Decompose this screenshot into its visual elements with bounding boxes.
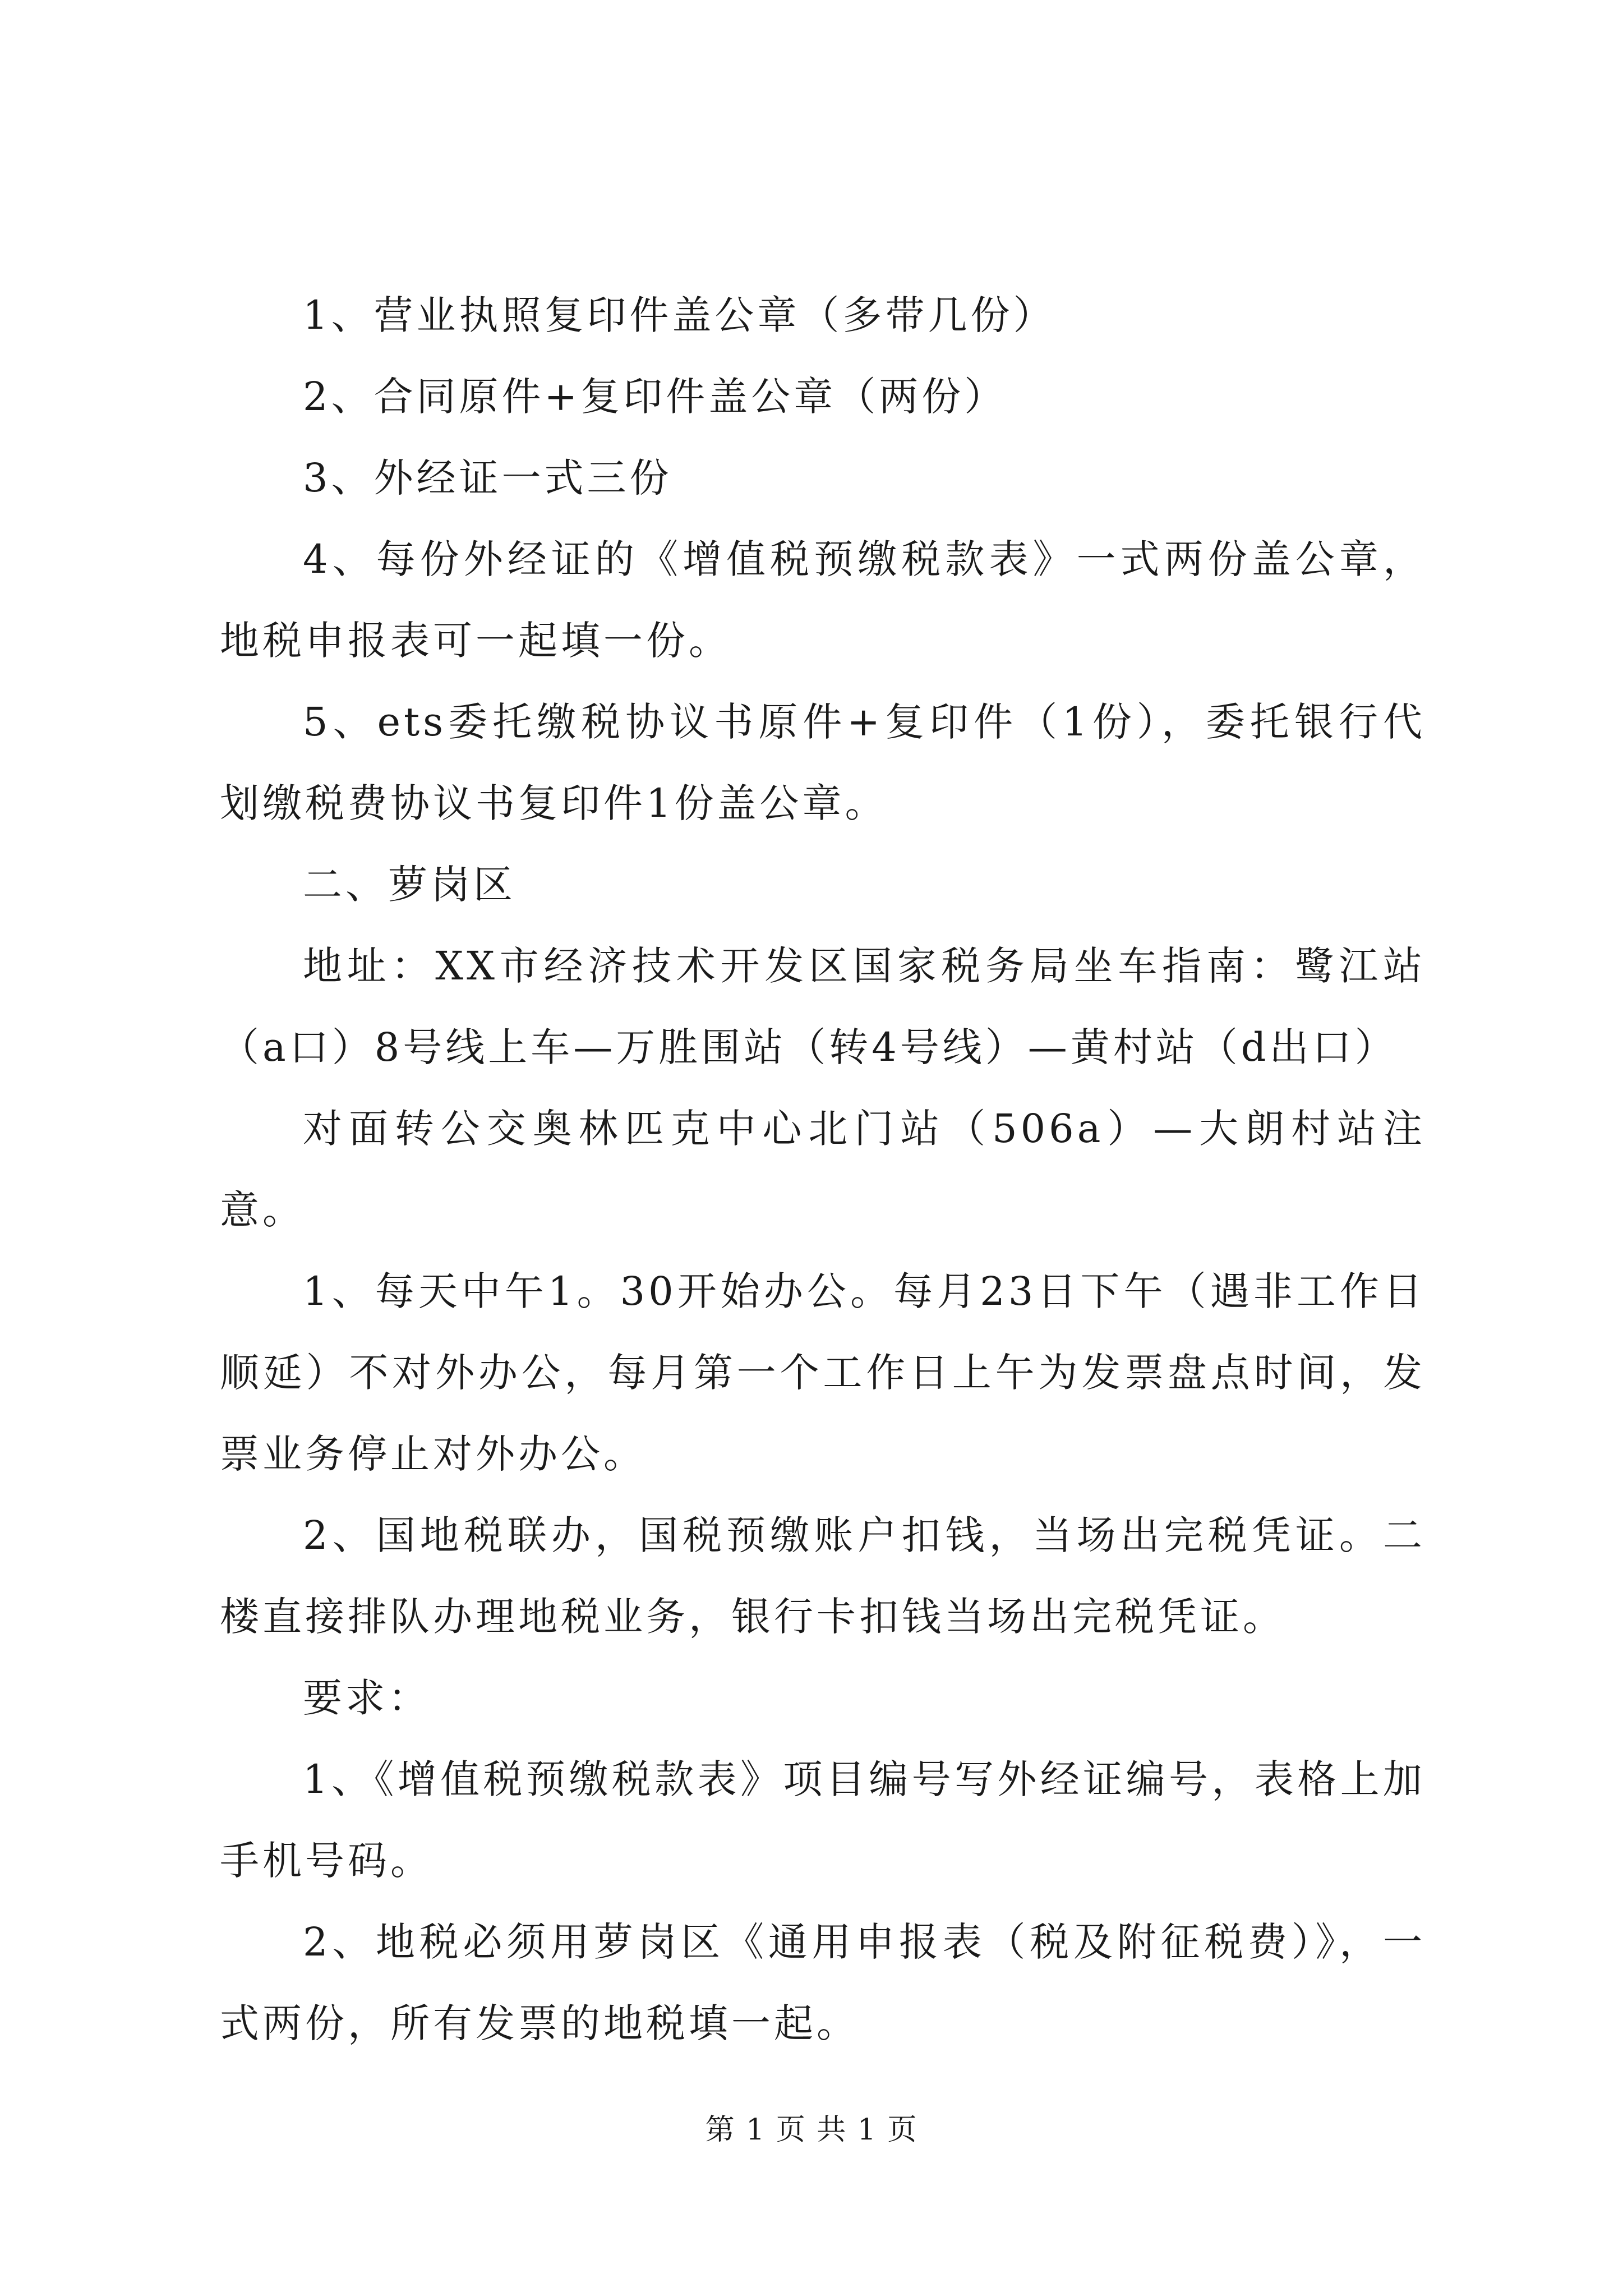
- page-number-footer: 第 1 页 共 1 页: [705, 2113, 918, 2147]
- notice-item-2: 2、国地税联办，国税预缴账户扣钱，当场出完税凭证。二楼直接排队办理地税业务，银行卡扣钱当场出完税凭证。: [220, 1512, 1426, 1640]
- paragraph-item-3: 3、外经证一式三份: [303, 455, 672, 501]
- transit-paragraph: 对面转公交奥林匹克中心北门站（506a）—大朗村站注意。: [220, 1106, 1426, 1233]
- section-heading: 二、萝岗区: [303, 862, 516, 908]
- requirement-item-1: 1、《增值税预缴税款表》项目编号写外经证编号，表格上加手机号码。: [220, 1756, 1426, 1884]
- paragraph-item-1: 1、营业执照复印件盖公章（多带几份）: [303, 292, 1056, 338]
- paragraph-item-5: 5、ets委托缴税协议书原件+复印件（1份），委托银行代划缴税费协议书复印件1份盖公章。: [220, 699, 1426, 826]
- document-body: [220, 275, 1426, 2064]
- paragraph-item-2: 2、合同原件+复印件盖公章（两份）: [303, 374, 1007, 420]
- requirement-item-2: 2、地税必须用萝岗区《通用申报表（税及附征税费）》，一式两份，所有发票的地税填一起。: [220, 1919, 1426, 2046]
- notice-item-1: 1、每天中午1。30开始办公。每月23日下午（遇非工作日顺延）不对外办公，每月第一个工作日上午为发票盘点时间，发票业务停止对外办公。: [220, 1268, 1426, 1477]
- address-paragraph: 地址：XX市经济技术开发区国家税务局坐车指南：鹭江站（a口）8号线上车—万胜围站（转4号线）—黄村站（d出口）: [220, 943, 1426, 1070]
- paragraph-item-4: 4、每份外经证的《增值税预缴税款表》一式两份盖公章，地税申报表可一起填一份。: [220, 536, 1426, 664]
- requirements-heading: 要求：: [303, 1675, 431, 1721]
